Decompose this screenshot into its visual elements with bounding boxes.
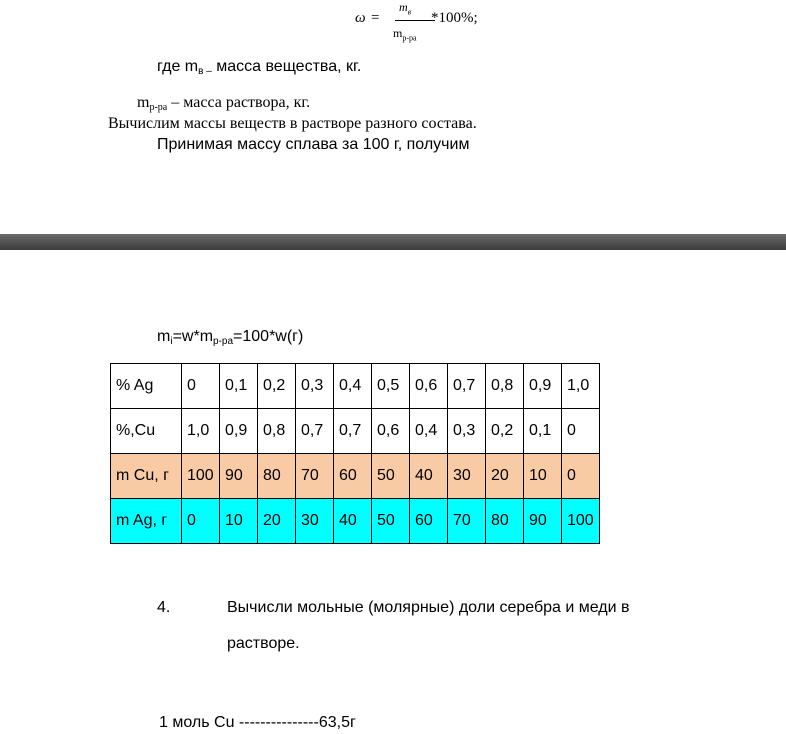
mass-fraction-formula bbox=[355, 0, 555, 48]
table-cell: 40 bbox=[334, 499, 372, 544]
calc-line: Вычислим массы веществ в растворе разного состава. bbox=[108, 115, 477, 132]
mi-formula-line: $m_i=w*m_{р-ра}=100*w(г)$ bbox=[157, 328, 304, 347]
solution-mass-line: $m_{р-ра}$ – масса раствора, кг. bbox=[137, 94, 311, 113]
table-cell: 0,8 bbox=[258, 409, 296, 454]
table-cell: 40 bbox=[410, 454, 448, 499]
table-cell: 0,7 bbox=[334, 409, 372, 454]
table-cell: 0,5 bbox=[372, 364, 410, 409]
fraction-bar bbox=[395, 20, 435, 21]
row-header: %,Cu bbox=[111, 409, 182, 454]
table-cell: 0,3 bbox=[448, 409, 486, 454]
table-cell: 10 bbox=[524, 454, 562, 499]
step-number: 4. bbox=[157, 599, 171, 616]
table-cell: 70 bbox=[296, 454, 334, 499]
table-cell: 0,2 bbox=[486, 409, 524, 454]
table-cell: 0,6 bbox=[372, 409, 410, 454]
mole-line: 1 моль Cu ---------------63,5г bbox=[159, 714, 356, 731]
step-text-line1: Вычисли мольные (молярные) доли серебра и меди в bbox=[227, 599, 630, 616]
table-cell: 20 bbox=[258, 499, 296, 544]
table-cell: 80 bbox=[258, 454, 296, 499]
table-cell: 0,9 bbox=[524, 364, 562, 409]
table-cell: 10 bbox=[220, 499, 258, 544]
table-cell: 0,4 bbox=[334, 364, 372, 409]
table-cell: 0 bbox=[182, 499, 220, 544]
omega-symbol: ω bbox=[355, 10, 366, 26]
equals-sign: = bbox=[371, 10, 380, 26]
row-header: m Ag, г bbox=[111, 499, 182, 544]
accept-line: Принимая массу сплава за 100 г, получим bbox=[157, 136, 470, 153]
table-row-ag-percent bbox=[111, 364, 600, 409]
table-cell: 50 bbox=[372, 454, 410, 499]
table-cell: 100 bbox=[182, 454, 220, 499]
table-row-ag-mass bbox=[111, 499, 600, 544]
formula-numerator: $m_в$ bbox=[399, 0, 412, 17]
formula-percent: *100%; bbox=[431, 10, 478, 26]
table-cell: 0,8 bbox=[486, 364, 524, 409]
table-cell: 30 bbox=[296, 499, 334, 544]
table-cell: 0,1 bbox=[524, 409, 562, 454]
table-cell: 1,0 bbox=[562, 364, 600, 409]
table-cell: 100 bbox=[562, 499, 600, 544]
table-cell: 90 bbox=[220, 454, 258, 499]
table-row-cu-percent bbox=[111, 409, 600, 454]
table-cell: 0,7 bbox=[296, 409, 334, 454]
composition-table bbox=[110, 363, 600, 544]
table-cell: 1,0 bbox=[182, 409, 220, 454]
table-cell: 0 bbox=[562, 454, 600, 499]
table-cell: 0 bbox=[562, 409, 600, 454]
table-cell: 70 bbox=[448, 499, 486, 544]
table-cell: 60 bbox=[334, 454, 372, 499]
table-cell: 80 bbox=[486, 499, 524, 544]
table-cell: 30 bbox=[448, 454, 486, 499]
table-cell: 0,3 bbox=[296, 364, 334, 409]
where-line: где $m_{в -}$ масса вещества, кг. bbox=[157, 58, 362, 77]
table-cell: 90 bbox=[524, 499, 562, 544]
table-cell: 0,1 bbox=[220, 364, 258, 409]
table-cell: 0,4 bbox=[410, 409, 448, 454]
table-cell: 0,7 bbox=[448, 364, 486, 409]
table-cell: 0 bbox=[182, 364, 220, 409]
table-cell: 60 bbox=[410, 499, 448, 544]
table-row-cu-mass bbox=[111, 454, 600, 499]
table-cell: 0,6 bbox=[410, 364, 448, 409]
table-cell: 20 bbox=[486, 454, 524, 499]
step-text-line2: растворе. bbox=[227, 635, 300, 652]
table-cell: 0,2 bbox=[258, 364, 296, 409]
table-cell: 0,9 bbox=[220, 409, 258, 454]
table-cell: 50 bbox=[372, 499, 410, 544]
formula-denominator: $m_{р-ра}$ bbox=[393, 26, 417, 43]
page-separator-band bbox=[0, 234, 786, 250]
row-header: % Ag bbox=[111, 364, 182, 409]
row-header: m Cu, г bbox=[111, 454, 182, 499]
